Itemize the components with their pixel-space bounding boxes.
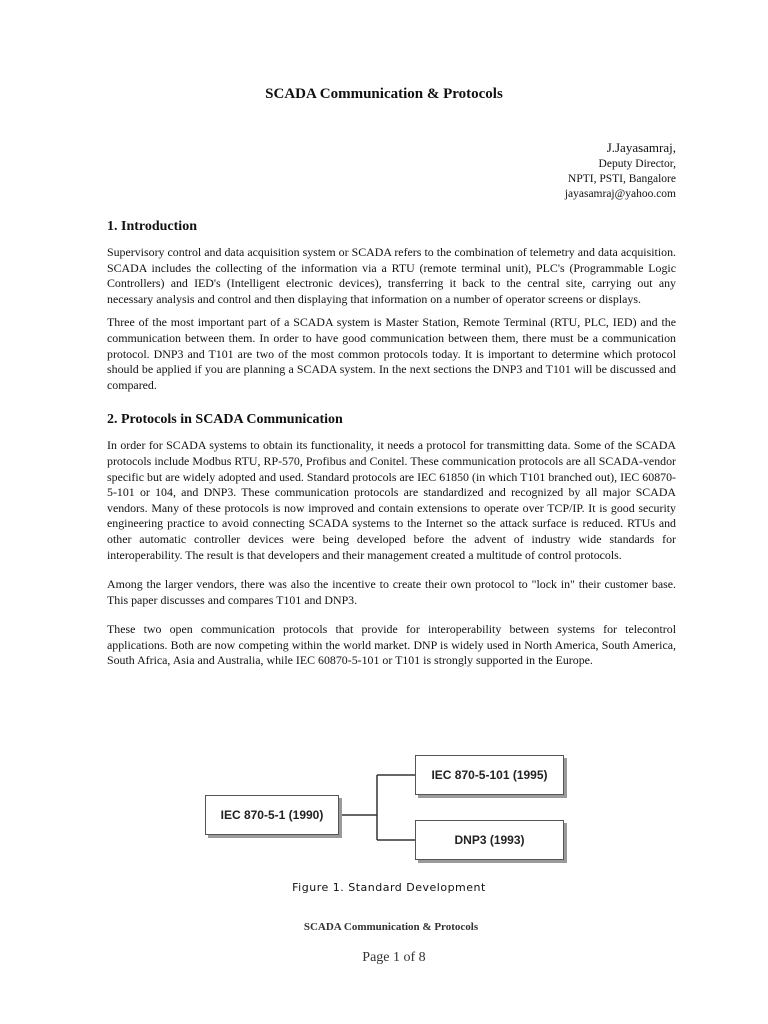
- page-number: Page 1 of 8: [362, 950, 426, 965]
- figure-box-iec-870-5-101: IEC 870-5-101 (1995): [415, 755, 564, 795]
- standard-development-figure: [205, 752, 570, 872]
- author-name: J.Jayasamraj,: [606, 140, 676, 155]
- paragraph: Among the larger vendors, there was also the incentive to create their own protocol to "lock in" their customer base. This paper discusses and compares T101 and DNP3.: [107, 577, 676, 607]
- author-email: jayasamraj@yahoo.com: [564, 188, 676, 200]
- paragraph: Supervisory control and data acquisition system or SCADA refers to the combination of telemetry and data acquisition. SCADA includes the collecting of the information via a RTU (remote terminal unit), PLC's (Programmable Logic Controllers) and IED's (Intelligent electronic devices), transferring it back to the central site, carrying out any necessary analysis and control and then displaying that information on a number of operator screens or displays.: [107, 245, 676, 306]
- document-body: [107, 218, 676, 677]
- author-position: Deputy Director,: [598, 158, 676, 170]
- section-heading-protocols: 2. Protocols in SCADA Communication: [107, 412, 343, 428]
- paragraph: In order for SCADA systems to obtain its functionality, it needs a protocol for transmitting data. Some of the SCADA protocols include Modbus RTU, RP-570, Profibus and Conitel. These communication protocols are all SCADA-vendor specific but are widely adopted and used. Standard protocols are IEC 61850 (in which T101 branched out), IEC 60870-5-101 or 104, and DNP3. These communication protocols are standardized and recognized by all major SCADA vendors. Many of these protocols is now improved and contain extensions to operate over TCP/IP. It is good security engineering practice to avoid connecting SCADA systems to the Internet so the attack surface is reduced. RTUs and other automatic controller devices were being developed before the advent of industry wide standards for interoperability. The result is that developers and their management created a multitude of control protocols.: [107, 438, 676, 562]
- figure-box-iec-870-5-1: IEC 870-5-1 (1990): [205, 795, 339, 835]
- author-block: [565, 139, 676, 202]
- figure-box-dnp3: DNP3 (1993): [415, 820, 564, 860]
- author-organization: NPTI, PSTI, Bangalore: [568, 173, 676, 185]
- paragraph: These two open communication protocols that provide for interoperability between systems for telecontrol applications. Both are now competing within the world market. DNP is widely used in North America, South America, South Africa, Asia and Australia, while IEC 60870-5-101 or T101 is strongly supported in the Europe.: [107, 622, 676, 668]
- section-heading-introduction: 1. Introduction: [107, 219, 197, 234]
- document-title: SCADA Communication & Protocols: [265, 86, 503, 102]
- paragraph: Three of the most important part of a SCADA system is Master Station, Remote Terminal (RTU, PLC, IED) and the communication between them. In order to have good communication between them, there must be a communication protocol. DNP3 and T101 are two of the most common protocols today. It is important to determine which protocol should be applied if you are planning a SCADA system. In the next sections the DNP3 and T101 will be discussed and compared.: [107, 315, 676, 392]
- figure-caption: Figure 1. Standard Development: [292, 881, 486, 894]
- footer-title: SCADA Communication & Protocols: [303, 921, 479, 933]
